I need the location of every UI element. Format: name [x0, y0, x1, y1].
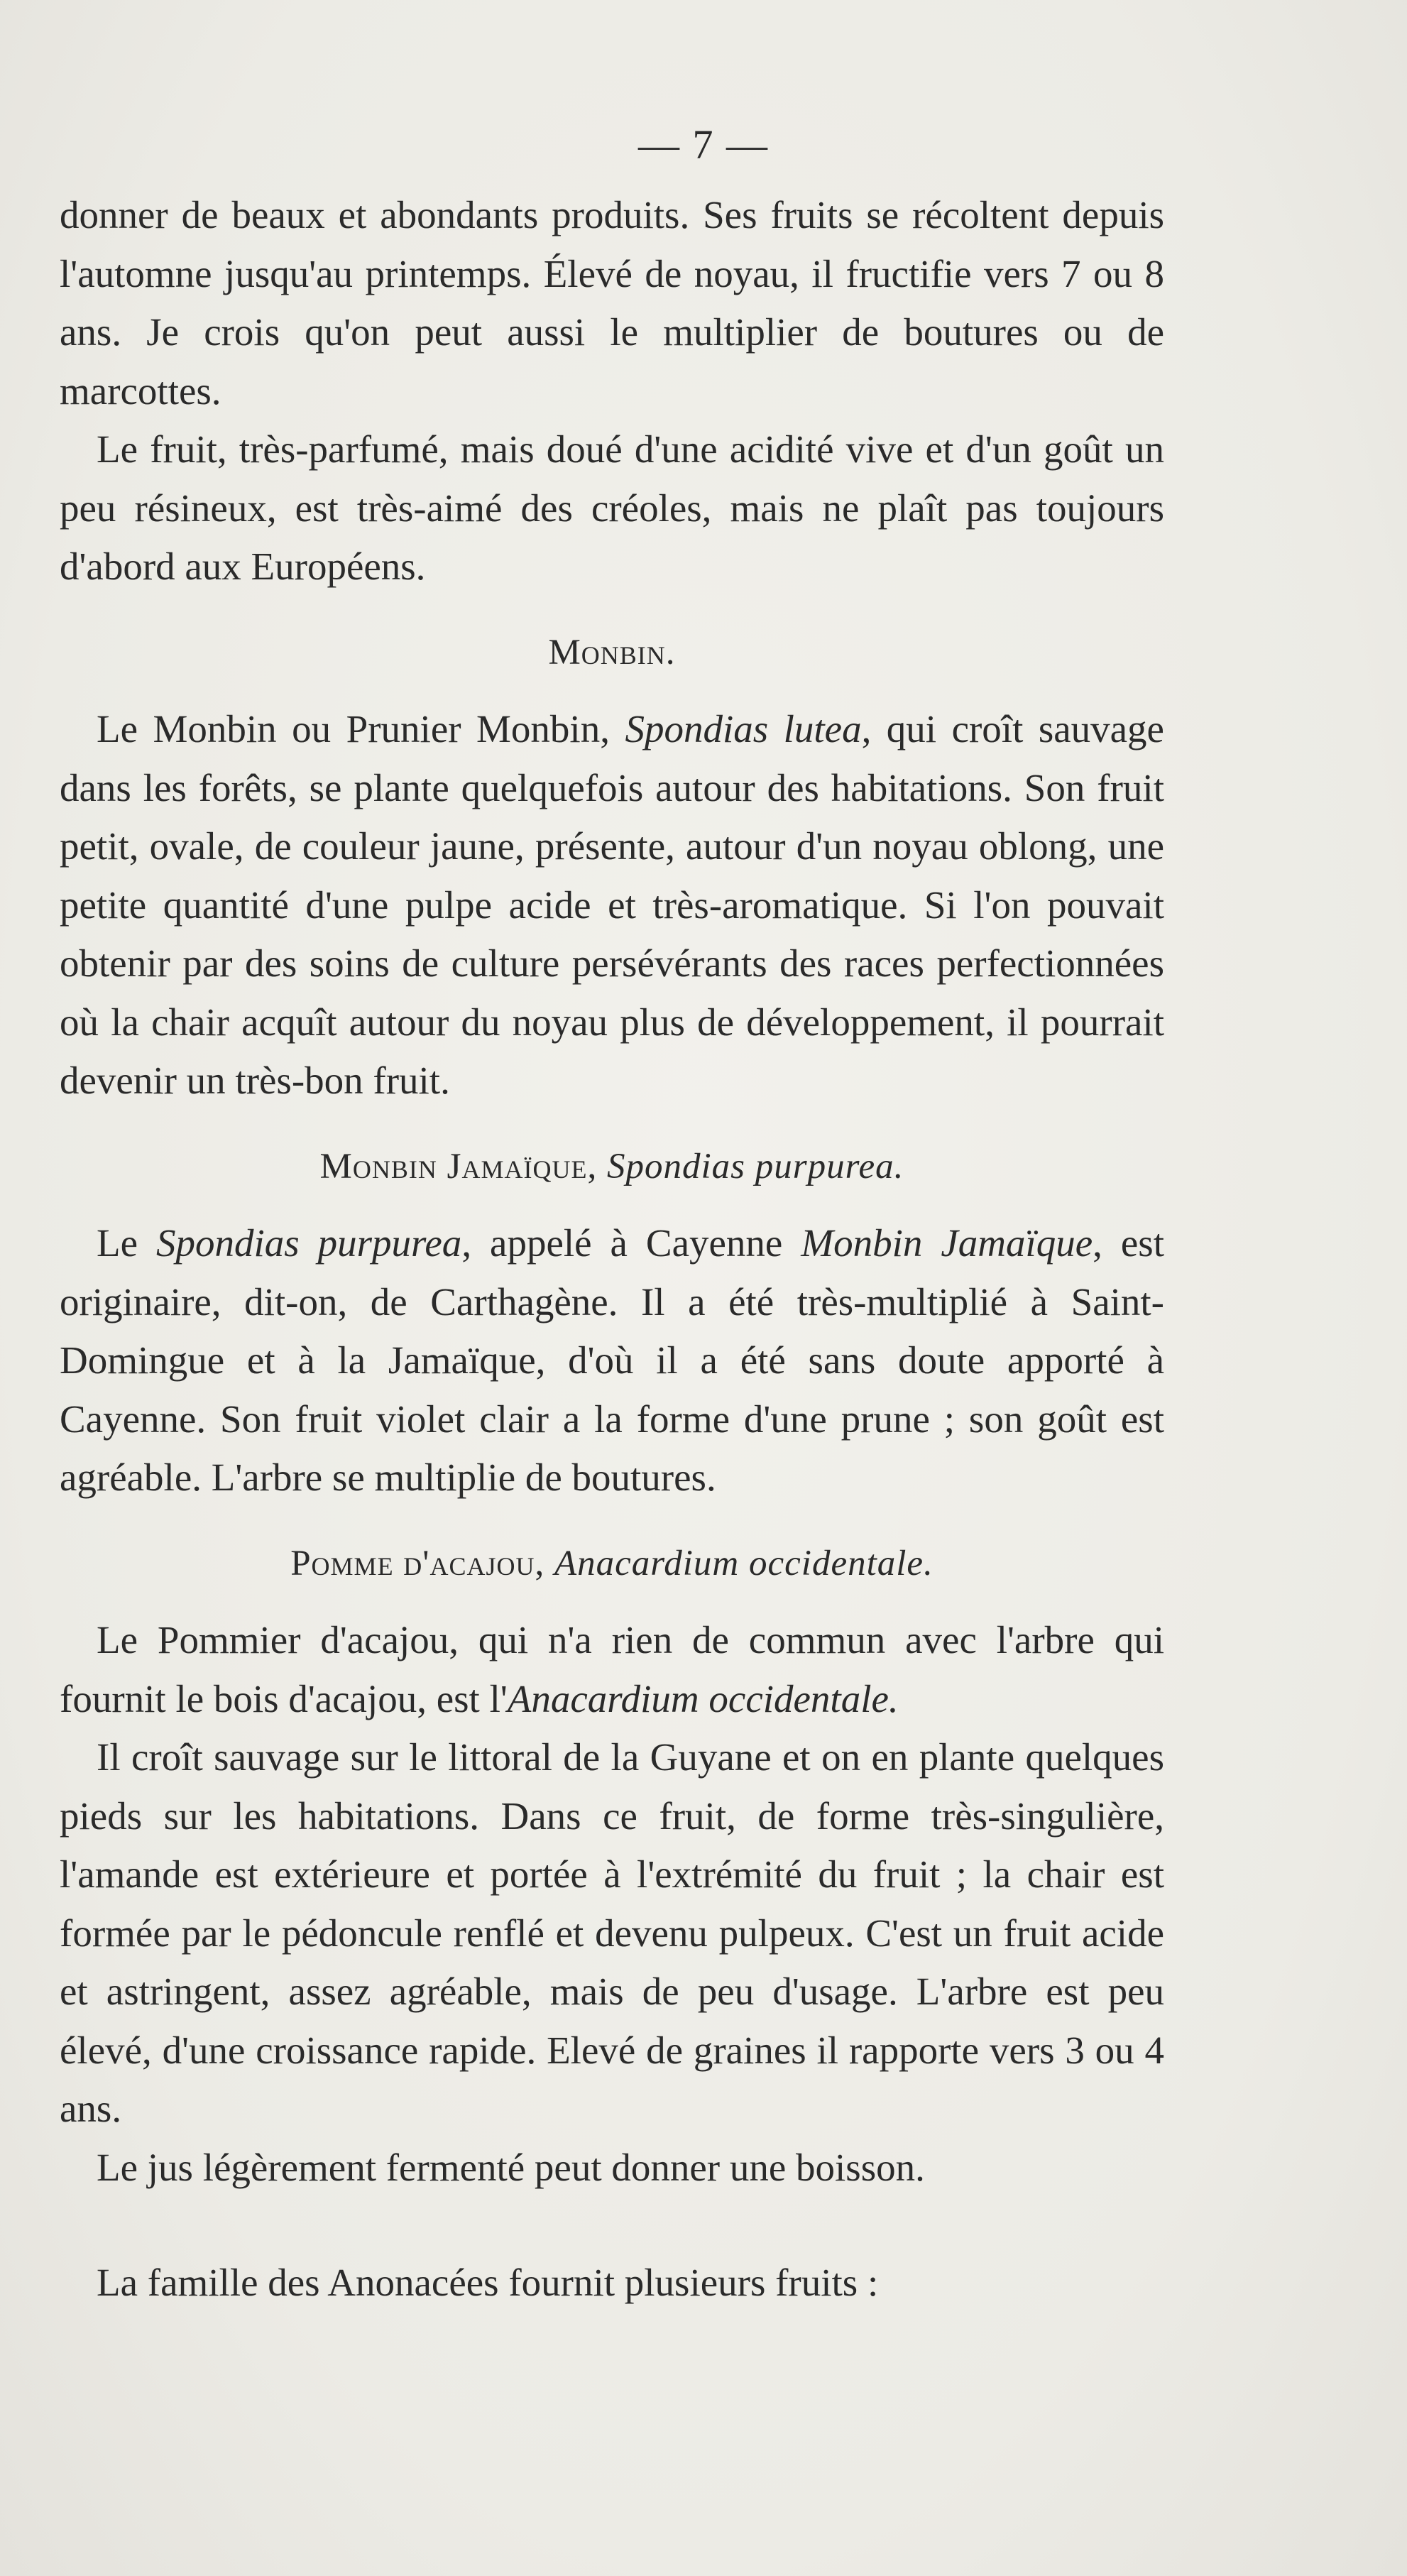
section-heading-monbin-jamaique	[60, 1137, 1164, 1196]
species-name: Spondias purpurea	[155, 1221, 462, 1265]
heading-common-name: Pomme d'acajou,	[290, 1543, 555, 1583]
species-name: Anacardium occidentale.	[507, 1676, 899, 1720]
text-run: Le	[97, 1221, 156, 1265]
section-heading-pomme-acajou	[60, 1534, 1164, 1593]
section-heading-monbin: Monbin.	[548, 632, 676, 672]
heading-species-name: Anacardium occidentale.	[554, 1543, 934, 1583]
text-run: Le Pommier d'acajou, qui n'a rien de commun avec l'arbre qui fournit le bois d'acajou, est l'	[60, 1618, 1164, 1720]
text-run: Le Monbin ou Prunier Monbin,	[97, 707, 625, 751]
paragraph: Le jus légèrement fermenté peut donner une boisson.	[97, 2145, 925, 2189]
heading-species-name: Spondias purpurea.	[606, 1146, 904, 1186]
paragraph	[60, 700, 1164, 1110]
body-text	[60, 186, 1164, 2313]
heading-common-name: Monbin Jamaïque,	[319, 1146, 607, 1186]
spacer	[60, 2197, 1164, 2254]
common-name: Monbin Jamaïque	[801, 1221, 1093, 1265]
paragraph: La famille des Anonacées fournit plusieurs fruits :	[97, 2261, 879, 2304]
text-run: , est originaire, dit-on, de Carthagène. Il a été très-multiplié à Saint-Domingue et à la Jamaïque, d'où il a été sans doute apporté à Cayenne. Son fruit violet clair a la forme d'une prune ; son goût est agréable. L'arbre se multiplie de boutures.	[60, 1221, 1164, 1499]
page-number: — 7 —	[638, 121, 769, 168]
paragraph: donner de beaux et abondants produits. Ses fruits se récoltent depuis l'automne jusqu'au printemps. Élevé de noyau, il fructifie vers 7 ou 8 ans. Je crois qu'on peut aussi le multiplier de boutures ou de marcottes.	[60, 193, 1164, 413]
species-name: Spondias lutea	[625, 707, 862, 751]
text-run: , appelé à Cayenne	[461, 1221, 801, 1265]
paragraph	[60, 1214, 1164, 1507]
paragraph: Il croît sauvage sur le littoral de la Guyane et on en plante quelques pieds sur les habitations. Dans ce fruit, de forme très-singulière, l'amande est extérieure et portée à l'extrémité du fruit ; la chair est formée par le pédoncule renflé et devenu pulpeux. C'est un fruit acide et astringent, assez agréable, mais de peu d'usage. L'arbre est peu élevé, d'une croissance rapide. Elevé de graines il rapporte vers 3 ou 4 ans.	[60, 1735, 1164, 2130]
text-run: , qui croît sauvage dans les forêts, se plante quelquefois autour des habitations. Son fruit petit, ovale, de couleur jaune, présente, autour d'un noyau oblong, une petite quantité d'une pulpe acide et très-aromatique. Si l'on pouvait obtenir par des soins de culture persévérants des races perfectionnées où la chair acquît autour du noyau plus de développement, il pourrait devenir un très-bon fruit.	[60, 707, 1164, 1102]
paragraph	[60, 1611, 1164, 1728]
paragraph: Le fruit, très-parfumé, mais doué d'une acidité vive et d'un goût un peu résineux, est très-aimé des créoles, mais ne plaît pas toujours d'abord aux Européens.	[60, 427, 1164, 588]
